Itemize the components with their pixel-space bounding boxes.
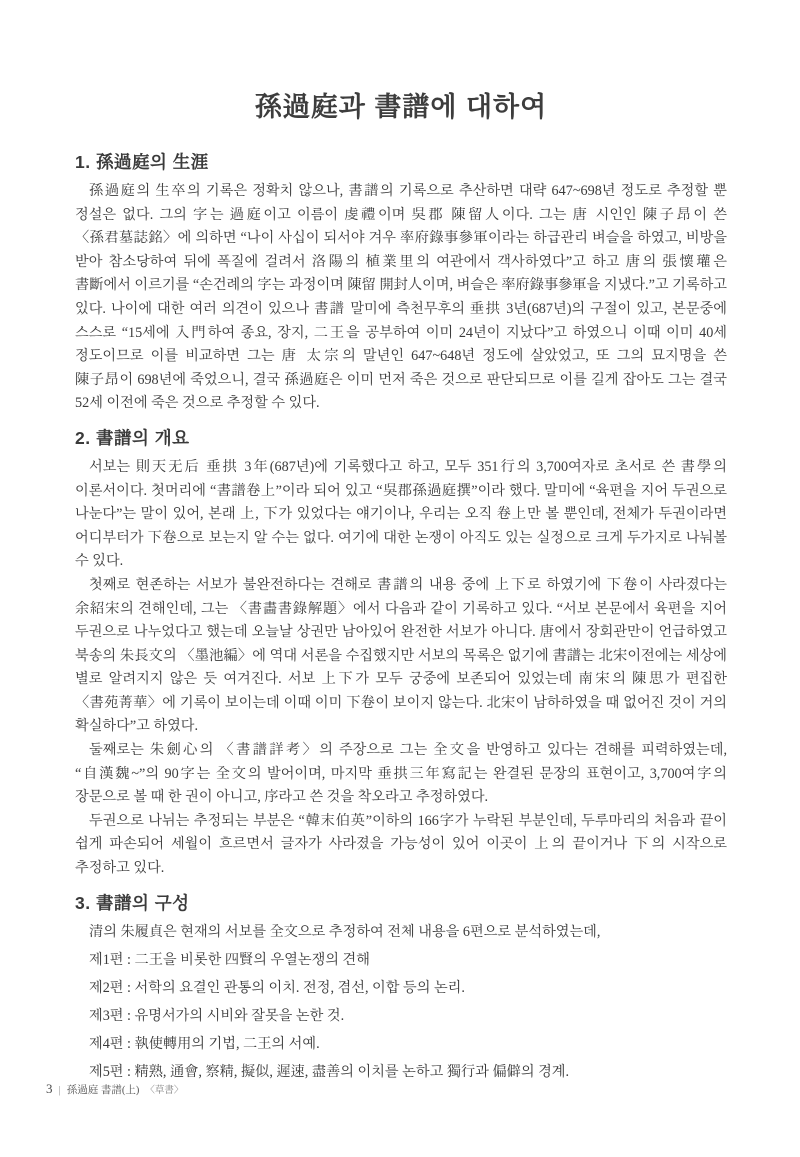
- footer-divider: |: [58, 1084, 61, 1096]
- section-life: [75, 150, 727, 416]
- section-2-paragraph-2: 첫째로 현존하는 서보가 불완전하다는 견해로 書譜의 내용 중에 上下로 하였기에 下卷이 사라졌다는 余紹宋의 견해인데, 그는 〈書畵書錄解題〉에서 다음과 같이 기록하고 있다. “서보 본문에서 육편을 지어 두권으로 나누었다고 했는데 오늘날 상권만 남아있어 완전한 서보가 아니다. 唐에서 장회관만이 언급하였고 북송의 朱長文의 〈墨池編〉에 역대 서론을 수집했지만 서보의 목록은 없기에 書譜는 北宋이전에는 세상에 별로 알려지지 않은 듯 여겨진다. 서보 上下가 모두 궁중에 보존되어 있었는데 南宋의 陳思가 편집한 〈書苑菁華〉에 기록이 보이는데 이때 이미 下卷이 보이지 않는다. 北宋이 남하하였을 때 없어진 것이 거의 확실하다”고 하였다.: [75, 576, 727, 735]
- section-composition: [75, 891, 727, 1085]
- page-title: 孫過庭과 書譜에 대하여: [254, 92, 548, 122]
- section-3-heading: 3. 書譜의 구성: [75, 892, 190, 913]
- edition-list-item-1: 제1편 : 二王을 비롯한 四賢의 우열논쟁의 견해: [89, 952, 370, 969]
- document-page: [0, 90, 800, 1157]
- section-3-intro: 清의 朱履貞은 현재의 서보를 全文으로 추정하여 전체 내용을 6편으로 분석하였는데,: [89, 923, 601, 940]
- section-2-paragraph-4: 두권으로 나뉘는 추정되는 부분은 “韓末伯英”이하의 166字가 누락된 부분인데, 두루마리의 처음과 끝이 쉽게 파손되어 세월이 흐르면서 글자가 사라졌을 가능성이 있어 이곳이 上의 끝이거나 下의 시작으로 추정하고 있다.: [75, 812, 727, 877]
- section-overview: [75, 426, 727, 881]
- section-2-paragraph-1: 서보는 則天无后 垂拱 3年(687년)에 기록했다고 하고, 모두 351行의 3,700여자로 초서로 쓴 書學의 이론서이다. 첫머리에 “書譜卷上”이라 되어 있고 “吳郡孫過庭撰”이라 했다. 말미에 “육편을 지어 두권으로 나눈다”는 말이 있어, 본래 上, 下가 있었다는 얘기이나, 우리는 오직 卷上만 볼 뿐인데, 전체가 두권이라면 어디부터가 下卷으로 보는지 알 수는 없다. 여기에 대한 논쟁이 아직도 있는 실정으로 크게 두가지로 나눠볼 수 있다.: [75, 458, 727, 570]
- page-number: 3: [46, 1081, 53, 1096]
- footer-book-title: 孫過庭 書譜(上): [66, 1085, 140, 1096]
- section-2-heading: 2. 書譜의 개요: [75, 427, 190, 448]
- edition-list-item-5: 제5편 : 精熟, 通會, 察精, 擬似, 遲速, 盡善의 이치를 논하고 獨行과 偏僻의 경계.: [89, 1064, 570, 1081]
- edition-list-item-3: 제3편 : 유명서가의 시비와 잘못을 논한 것.: [89, 1008, 345, 1025]
- section-1-heading: 1. 孫過庭의 生涯: [75, 152, 209, 172]
- section-2-paragraph-3: 둘째로는 朱劍心의 〈書譜詳考〉의 주장으로 그는 全文을 반영하고 있다는 견해를 피력하였는데, “自漢魏~”의 90字는 全文의 발어이며, 마지막 垂拱三年寫記는 완결된 문장의 표현이고, 3,700여字의 장문으로 볼 때 한 권이 아니고, 序라고 쓴 것을 착오라고 추정하였다.: [75, 742, 727, 806]
- edition-list: [75, 948, 727, 1084]
- page-content: [0, 90, 800, 1084]
- edition-list-item-4: 제4편 : 執使轉用의 기법, 二王의 서예.: [89, 1036, 320, 1053]
- page-footer: [46, 1081, 183, 1097]
- footer-edition-label: 〈草書〉: [145, 1086, 184, 1096]
- section-1-paragraph-1: 孫過庭의 生卒의 기록은 정확치 않으나, 書譜의 기록으로 추산하면 대략 647~698년 정도로 추정할 뿐 정설은 없다. 그의 字는 過庭이고 이름이 虔禮이며 吳郡 陳留人이다. 그는 唐 시인인 陳子昂이 쓴 〈孫君墓誌銘〉에 의하면 “나이 사십이 되서야 겨우 率府錄事參軍이라는 하급관리 벼슬을 하였고, 비방을 받아 참소당하여 뒤에 폭질에 걸려서 洛陽의 植業里의 여관에서 객사하였다”고 하고 唐의 張懷瓘은 書斷에서 이르기를 “손건례의 字는 과정이며 陳留 開封人이며, 벼슬은 率府錄事參軍을 지냈다.”고 기록하고 있다. 나이에 대한 여러 의견이 있으나 書譜 말미에 측천무후의 垂拱 3년(687년)의 구절이 있고, 본문중에 스스로 “15세에 入門하여 종요, 장지, 二王을 공부하여 이미 24년이 지났다”고 하였으니 이때 이미 40세 정도이므로 이를 비교하면 그는 唐 太宗의 말년인 647~648년 정도에 살았었고, 또 그의 묘지명을 쓴 陳子昂이 698년에 죽었으니, 결국 孫過庭은 이미 먼저 죽은 것으로 판단되므로 이를 길게 잡아도 그는 결국 52세 이전에 죽은 것으로 추정할 수 있다.: [75, 183, 727, 412]
- edition-list-item-2: 제2편 : 서학의 요결인 관통의 이치. 전정, 겸선, 이합 등의 논리.: [89, 980, 465, 997]
